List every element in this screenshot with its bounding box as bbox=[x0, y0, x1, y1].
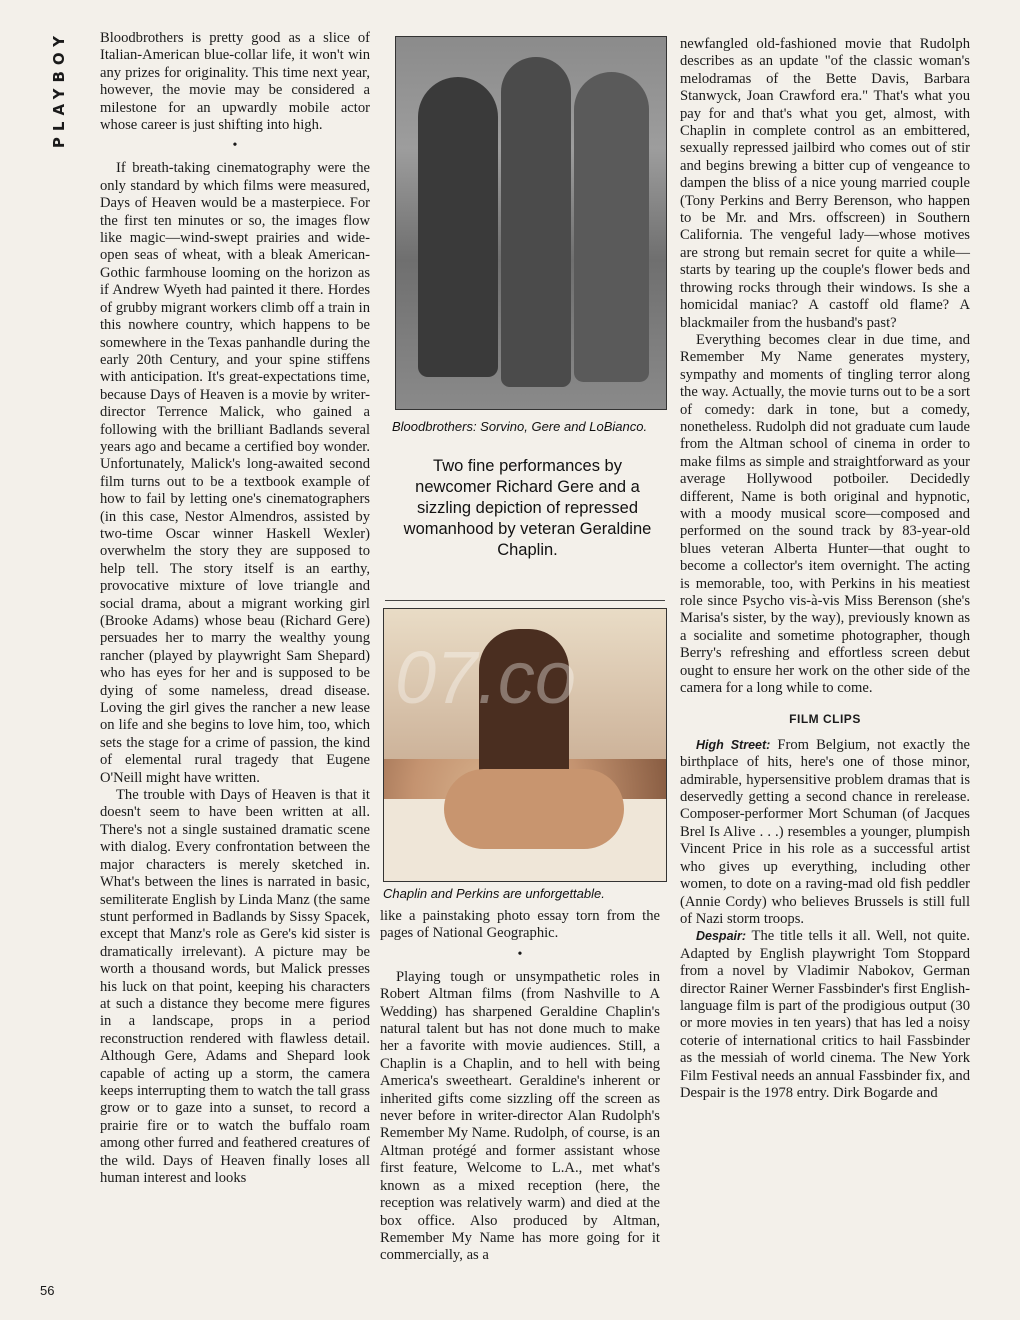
paragraph-remember-my-name: Playing tough or unsympathetic roles in Robert Altman films (from Nashville to A Wedding) has sharpened Geraldine Chaplin's natural talent but has not done much to make her a favorite with movie audiences. Still, a Chaplin is a Chaplin, and to hell with being America's sweetheart. Geraldine's inherent or inherited gifts come sizzling off the screen as never before in writer-director Alan Rudolph's Remember My Name. Rudolph, of course, is an Altman protégé and former assistant whose first feature, Welcome to L.A., met what's known as a mixed reception (here, the reception was relatively warm) and died at the box office. Also produced by Altman, Remember My Name has more going for it commercially, as a bbox=[380, 968, 660, 1264]
article-column-2 bbox=[380, 908, 660, 1265]
watermark-text: 07.co bbox=[395, 636, 577, 719]
photo-figure-center bbox=[501, 57, 571, 387]
pull-quote: Two fine performances by newcomer Richard Gere and a sizzling depiction of repressed womanhood by veteran Geraldine Chaplin. bbox=[403, 457, 652, 559]
clip-despair-text: The title tells it all. Well, not quite. Adapted by English playwright Tom Stoppard from a novel by Vladimir Nabokov, German director Rainer Werner Fassbinder's first English-language film is part of the prodigious output (30 or more movies in ten years) that has led a noisy coterie of international critics to hail Fassbinder as the messiah of world cinema. The New York Film Festival needs an annual Fassbinder fix, and Despair is the 1978 entry. Dirk Bogarde and bbox=[680, 928, 970, 1101]
clip-despair bbox=[680, 928, 970, 1102]
photo-figure-right bbox=[574, 72, 649, 382]
section-bullet: • bbox=[232, 138, 238, 154]
clip-high-street bbox=[680, 737, 970, 928]
article-column-1 bbox=[100, 30, 370, 1187]
clip-despair-title: Despair: bbox=[696, 929, 747, 944]
paragraph-days-of-heaven-end: like a painstaking photo essay torn from the pages of National Geographic. bbox=[380, 908, 660, 942]
pull-quote-rule bbox=[385, 600, 665, 601]
article-column-3 bbox=[680, 36, 970, 1102]
paragraph-days-of-heaven: If breath-taking cinematography were the only standard by which films were measured, Days of Heaven would be a masterpiece. For the first ten minutes or so, the images flow like magic—wind-swept prairies and wide-open seas of wheat, with a bleak American-Gothic farmhouse looming on the horizon as if Andrew Wyeth had painted it there. Hordes of grubby migrant workers climb off a train in this nowhere country, which happens to be somewhere in the Texas panhandle during the early 20th Century, and your spine stiffens with anticipation. It's great-expectations time, because Days of Heaven is a movie by writer-director Terrence Malick, who gained a following with the brilliant Badlands several years ago and became a certified boy wonder. Unfortunately, Malick's long-awaited second film turns out to be a textbook example of how to fail by letting one's cinematographers (in this case, Nestor Almendros, assisted by two-time Oscar winner Haskell Wexler) overwhelm the story they are supposed to help tell. The story itself is an earthy, provocative mixture of love triangle and social drama, about a migrant working girl (Brooke Adams) whose beau (Richard Gere) persuades her to marry the wealthy young rancher (played by playwright Sam Shepard) who has eyes for her and is supposed to be dying of some nameless, dread disease. Loving the girl gives the rancher a new lease on life and she begins to love him, too, which sets the stage for a crime of passion, the kind of elemental rural tragedy that Eugene O'Neill might have written. bbox=[100, 160, 370, 786]
photo-figure-man bbox=[444, 769, 624, 849]
paragraph-remember-my-name-clear: Everything becomes clear in due time, and Remember My Name generates mystery, sympathy and moments of tingling terror along the way. Actually, the movie turns out to be a sort of comedy: dark in tone, but a comedy, nonetheless. Rudolph did not graduate cum laude from the Altman school of cinema in order to make films as simple and straightforward as your average Hollywood potboiler. Decidedly different, Name is both original and hypnotic, with a moody musical score—composed and performed on the sound track by 83-year-old blues veteran Alberta Hunter—that ought to become a collector's item overnight. The acting is memorable, too, with Perkins in his meatiest role since Psycho vis-à-vis Miss Berenson (she's Marisa's sister, by the way), previously known as a socialite and sometime photographer, though Berry's refreshing and effortless screen debut ought to ensure her work on the other side of the camera for a long while to come. bbox=[680, 331, 970, 697]
film-clips-heading: FILM CLIPS bbox=[789, 712, 861, 727]
paragraph-remember-my-name-cont: newfangled old-fashioned movie that Rudolph describes as an update "of the classic woman's melodramas of the Bette Davis, Barbara Stanwyck, Joan Crawford era." That's what you pay for and that's what you get, almost, with Chaplin in complete control as an embittered, sexually repressed jailbird who comes out of stir and begins brewing a bitter cup of vengeance to dampen the bliss of a nice young married couple (Tony Perkins and Berry Berenson, who happen to be Mr. and Mrs. offscreen) in Southern California. The vengeful lady—whose motives are strong but remain secret for quite a while—starts by tearing up the couple's flower beds and throwing rocks through their windows. Is she a homicidal maniac? A castoff old flame? A blackmailer from the husband's past? bbox=[680, 36, 970, 331]
bloodbrothers-photo bbox=[395, 36, 667, 410]
page-number: 56 bbox=[40, 1283, 55, 1298]
clip-high-street-text: From Belgium, not exactly the birthplace of hits, here's one of those minor, admirable, hypersensitive problem dramas that is deservedly getting a second chance in rerelease. Composer-performer Mort Schuman (of Jacques Brel Is Alive . . .) resembles a younger, plumpish Vincent Price in his role as a successful artist who gives up everything, including other women, to dote on a raving-mad old fish peddler (Annie Cordy) who believes Brussels is still full of Nazi storm troops. bbox=[680, 736, 970, 927]
paragraph-bloodbrothers: Bloodbrothers is pretty good as a slice of Italian-American blue-collar life, it won't win any prizes for originality. This time next year, however, the movie may be considered a milestone for an upwardly mobile actor whose career is just shifting into high. bbox=[100, 30, 370, 134]
clip-high-street-title: High Street: bbox=[696, 737, 771, 752]
bloodbrothers-caption: Bloodbrothers: Sorvino, Gere and LoBianco. bbox=[392, 419, 648, 434]
chaplin-perkins-caption: Chaplin and Perkins are unforgettable. bbox=[383, 886, 605, 901]
paragraph-days-of-heaven-trouble: The trouble with Days of Heaven is that it doesn't seem to have been written at all. There's not a single sustained dramatic scene with dialog. Every confrontation between the major characters is merely sketched in. What's between the lines is narrated in basic, semiliterate English by Linda Manz (the same stunt performed in Badlands by Sissy Spacek, except that Manz's role as Gere's kid sister is dramatically irrelevant). A picture may be worth a thousand words, but Malick presses his luck on that point, keeping his characters at such a distance they become mere figures in a landscape, props in a period reconstruction rendered with flawless detail. Although Gere, Adams and Shepard look capable of acting up a storm, the camera keeps interrupting them to watch the tall grass grow or to gaze into a sunset, to record a prairie fire or to watch the buffalo roam among other furred and feathered creatures of the wild. Days of Heaven finally loses all human interest and looks bbox=[100, 787, 370, 1186]
photo-figure-left bbox=[418, 77, 498, 377]
magazine-masthead: PLAYBOY bbox=[50, 30, 68, 149]
section-bullet-2: • bbox=[517, 946, 523, 962]
